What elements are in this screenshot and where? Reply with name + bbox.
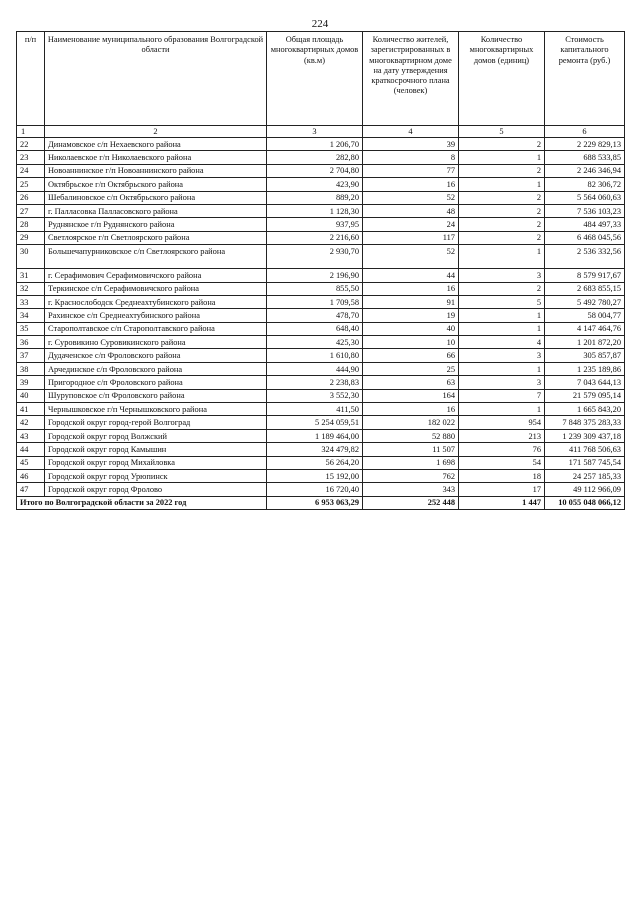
cost-value: 6 468 045,56	[545, 231, 625, 244]
row-number: 36	[17, 336, 45, 349]
houses-value: 3	[459, 376, 545, 389]
row-number: 24	[17, 164, 45, 177]
cost-value: 5 492 780,27	[545, 295, 625, 308]
page-number: 224	[311, 18, 329, 30]
area-value: 478,70	[267, 309, 363, 322]
table-row	[17, 456, 625, 469]
residents-value: 10	[363, 336, 459, 349]
row-number: 27	[17, 204, 45, 217]
municipality-name: Динамовское с/п Нехаевского района	[45, 138, 267, 151]
houses-value: 4	[459, 336, 545, 349]
table-row	[17, 295, 625, 308]
table-row	[17, 245, 625, 269]
residents-value: 117	[363, 231, 459, 244]
residents-value: 1 698	[363, 456, 459, 469]
municipality-name: Октябрьское г/п Октябрьского района	[45, 178, 267, 191]
total-houses: 1 447	[459, 496, 545, 509]
municipality-name: Городской округ город Фролово	[45, 483, 267, 496]
residents-value: 39	[363, 138, 459, 151]
residents-value: 52	[363, 245, 459, 269]
houses-value: 3	[459, 349, 545, 362]
table-row	[17, 231, 625, 244]
row-number: 42	[17, 416, 45, 429]
column-number: 5	[459, 126, 545, 138]
area-value: 1 189 464,00	[267, 429, 363, 442]
municipality-name: Городской округ город Михайловка	[45, 456, 267, 469]
cost-value: 688 533,85	[545, 151, 625, 164]
table-header-row	[17, 32, 625, 126]
residents-value: 25	[363, 362, 459, 375]
table-row	[17, 443, 625, 456]
area-value: 15 192,00	[267, 469, 363, 482]
municipality-name: Городской округ город Камышин	[45, 443, 267, 456]
houses-value: 213	[459, 429, 545, 442]
cost-value: 2 229 829,13	[545, 138, 625, 151]
table-body	[17, 138, 625, 497]
row-number: 30	[17, 245, 45, 269]
residents-value: 16	[363, 282, 459, 295]
row-number: 38	[17, 362, 45, 375]
cost-value: 8 579 917,67	[545, 269, 625, 282]
municipality-name: Николаевское г/п Николаевского района	[45, 151, 267, 164]
houses-value: 2	[459, 231, 545, 244]
houses-value: 1	[459, 151, 545, 164]
area-value: 937,95	[267, 218, 363, 231]
cost-value: 2 683 855,15	[545, 282, 625, 295]
total-residents: 252 448	[363, 496, 459, 509]
total-row	[17, 496, 625, 509]
area-value: 1 709,58	[267, 295, 363, 308]
houses-value: 1	[459, 362, 545, 375]
area-value: 2 196,90	[267, 269, 363, 282]
column-number: 6	[545, 126, 625, 138]
header-area: Общая площадь многоквартирных домов (кв.м)	[267, 32, 363, 126]
column-number: 4	[363, 126, 459, 138]
municipality-name: г. Суровикино Суровикинского района	[45, 336, 267, 349]
cost-value: 7 043 644,13	[545, 376, 625, 389]
area-value: 1 128,30	[267, 204, 363, 217]
residents-value: 52 880	[363, 429, 459, 442]
residents-value: 8	[363, 151, 459, 164]
municipality-name: Шебалиновское с/п Октябрьского района	[45, 191, 267, 204]
area-value: 282,80	[267, 151, 363, 164]
cost-value: 82 306,72	[545, 178, 625, 191]
residents-value: 16	[363, 178, 459, 191]
area-value: 444,90	[267, 362, 363, 375]
area-value: 3 552,30	[267, 389, 363, 402]
row-number: 29	[17, 231, 45, 244]
cost-value: 1 239 309 437,18	[545, 429, 625, 442]
header-cost: Стоимость капитального ремонта (руб.)	[545, 32, 625, 126]
table-row	[17, 416, 625, 429]
cost-value: 49 112 966,09	[545, 483, 625, 496]
cost-value: 4 147 464,76	[545, 322, 625, 335]
area-value: 648,40	[267, 322, 363, 335]
area-value: 324 479,82	[267, 443, 363, 456]
residents-value: 66	[363, 349, 459, 362]
area-value: 889,20	[267, 191, 363, 204]
cost-value: 411 768 506,63	[545, 443, 625, 456]
cost-value: 2 246 346,94	[545, 164, 625, 177]
area-value: 411,50	[267, 403, 363, 416]
row-number: 44	[17, 443, 45, 456]
column-number: 3	[267, 126, 363, 138]
municipality-name: Большечапурниковское с/п Светлоярского района	[45, 245, 267, 269]
residents-value: 343	[363, 483, 459, 496]
header-municipality: Наименование муниципального образования Волгоградской области	[45, 32, 267, 126]
table-row	[17, 403, 625, 416]
row-number: 32	[17, 282, 45, 295]
cost-value: 484 497,33	[545, 218, 625, 231]
area-value: 1 610,80	[267, 349, 363, 362]
total-area: 6 953 063,29	[267, 496, 363, 509]
houses-value: 1	[459, 178, 545, 191]
municipality-name: Светлоярское г/п Светлоярского района	[45, 231, 267, 244]
area-value: 2 704,80	[267, 164, 363, 177]
table-row	[17, 309, 625, 322]
houses-value: 1	[459, 309, 545, 322]
houses-value: 54	[459, 456, 545, 469]
table-row	[17, 151, 625, 164]
row-number: 33	[17, 295, 45, 308]
area-value: 423,90	[267, 178, 363, 191]
area-value: 16 720,40	[267, 483, 363, 496]
cost-value: 2 536 332,56	[545, 245, 625, 269]
houses-value: 1	[459, 245, 545, 269]
cost-value: 7 536 103,23	[545, 204, 625, 217]
residents-value: 182 022	[363, 416, 459, 429]
row-number: 46	[17, 469, 45, 482]
header-number: п/п	[17, 32, 45, 126]
houses-value: 17	[459, 483, 545, 496]
table-row	[17, 204, 625, 217]
residents-value: 24	[363, 218, 459, 231]
total-cost: 10 055 048 066,12	[545, 496, 625, 509]
municipality-name: г. Палласовка Палласовского района	[45, 204, 267, 217]
houses-value: 3	[459, 269, 545, 282]
residents-value: 52	[363, 191, 459, 204]
houses-value: 2	[459, 204, 545, 217]
houses-value: 2	[459, 138, 545, 151]
municipality-name: Чернышковское г/п Чернышковского района	[45, 403, 267, 416]
municipality-name: Теркинское с/п Серафимовичского района	[45, 282, 267, 295]
residents-value: 77	[363, 164, 459, 177]
area-value: 425,30	[267, 336, 363, 349]
houses-value: 1	[459, 322, 545, 335]
residents-value: 16	[363, 403, 459, 416]
houses-value: 1	[459, 403, 545, 416]
column-number: 1	[17, 126, 45, 138]
municipality-name: Городской округ город Волжский	[45, 429, 267, 442]
row-number: 25	[17, 178, 45, 191]
row-number: 34	[17, 309, 45, 322]
table-row	[17, 322, 625, 335]
cost-value: 1 235 189,86	[545, 362, 625, 375]
table-row	[17, 218, 625, 231]
row-number: 39	[17, 376, 45, 389]
column-number: 2	[45, 126, 267, 138]
residents-value: 762	[363, 469, 459, 482]
residents-value: 44	[363, 269, 459, 282]
houses-value: 5	[459, 295, 545, 308]
total-label: Итого по Волгоградской области за 2022 год	[17, 496, 267, 509]
cost-value: 21 579 095,14	[545, 389, 625, 402]
municipality-name: Городской округ город Урюпинск	[45, 469, 267, 482]
cost-value: 305 857,87	[545, 349, 625, 362]
table-row	[17, 389, 625, 402]
residents-value: 19	[363, 309, 459, 322]
table-row	[17, 349, 625, 362]
municipality-name: Городской округ город-герой Волгоград	[45, 416, 267, 429]
residents-value: 40	[363, 322, 459, 335]
cost-value: 5 564 060,63	[545, 191, 625, 204]
houses-value: 18	[459, 469, 545, 482]
municipality-name: Дудаченское с/п Фроловского района	[45, 349, 267, 362]
table-row	[17, 164, 625, 177]
row-number: 41	[17, 403, 45, 416]
cost-value: 7 848 375 283,33	[545, 416, 625, 429]
houses-value: 76	[459, 443, 545, 456]
row-number: 45	[17, 456, 45, 469]
area-value: 855,50	[267, 282, 363, 295]
table-row	[17, 483, 625, 496]
area-value: 2 238,83	[267, 376, 363, 389]
cost-value: 58 004,77	[545, 309, 625, 322]
table-row	[17, 376, 625, 389]
row-number: 40	[17, 389, 45, 402]
cost-value: 171 587 745,54	[545, 456, 625, 469]
area-value: 56 264,20	[267, 456, 363, 469]
residents-value: 164	[363, 389, 459, 402]
cost-value: 24 257 185,33	[545, 469, 625, 482]
municipality-name: Старополтавское с/п Старополтавского района	[45, 322, 267, 335]
table-row	[17, 282, 625, 295]
table-row	[17, 362, 625, 375]
row-number: 37	[17, 349, 45, 362]
area-value: 2 216,60	[267, 231, 363, 244]
column-number-row	[17, 126, 625, 138]
header-residents: Количество жителей, зарегистрированных в многоквартирном доме на дату утверждения краткосрочного плана (человек)	[363, 32, 459, 126]
municipality-name: г. Серафимович Серафимовичского района	[45, 269, 267, 282]
cost-value: 1 665 843,20	[545, 403, 625, 416]
table-row	[17, 336, 625, 349]
row-number: 47	[17, 483, 45, 496]
row-number: 31	[17, 269, 45, 282]
municipality-name: Руднянское г/п Руднянского района	[45, 218, 267, 231]
table-row	[17, 138, 625, 151]
row-number: 22	[17, 138, 45, 151]
municipality-name: г. Краснослободск Среднеахтубинского района	[45, 295, 267, 308]
table-row	[17, 269, 625, 282]
area-value: 5 254 059,51	[267, 416, 363, 429]
residents-value: 48	[363, 204, 459, 217]
houses-value: 2	[459, 282, 545, 295]
row-number: 28	[17, 218, 45, 231]
municipality-name: Арчединское с/п Фроловского района	[45, 362, 267, 375]
houses-value: 2	[459, 191, 545, 204]
row-number: 23	[17, 151, 45, 164]
table-row	[17, 191, 625, 204]
residents-value: 91	[363, 295, 459, 308]
capital-repair-table	[16, 31, 625, 510]
houses-value: 7	[459, 389, 545, 402]
table-row	[17, 429, 625, 442]
table-row	[17, 178, 625, 191]
header-houses: Количество многоквартирных домов (единиц)	[459, 32, 545, 126]
row-number: 35	[17, 322, 45, 335]
row-number: 26	[17, 191, 45, 204]
residents-value: 11 507	[363, 443, 459, 456]
houses-value: 2	[459, 164, 545, 177]
houses-value: 2	[459, 218, 545, 231]
houses-value: 954	[459, 416, 545, 429]
area-value: 2 930,70	[267, 245, 363, 269]
residents-value: 63	[363, 376, 459, 389]
municipality-name: Рахинское с/п Среднеахтубинского района	[45, 309, 267, 322]
municipality-name: Шуруповское с/п Фроловского района	[45, 389, 267, 402]
cost-value: 1 201 872,20	[545, 336, 625, 349]
area-value: 1 206,70	[267, 138, 363, 151]
table-row	[17, 469, 625, 482]
row-number: 43	[17, 429, 45, 442]
municipality-name: Пригородное с/п Фроловского района	[45, 376, 267, 389]
municipality-name: Новоаннинское г/п Новоаннинского района	[45, 164, 267, 177]
